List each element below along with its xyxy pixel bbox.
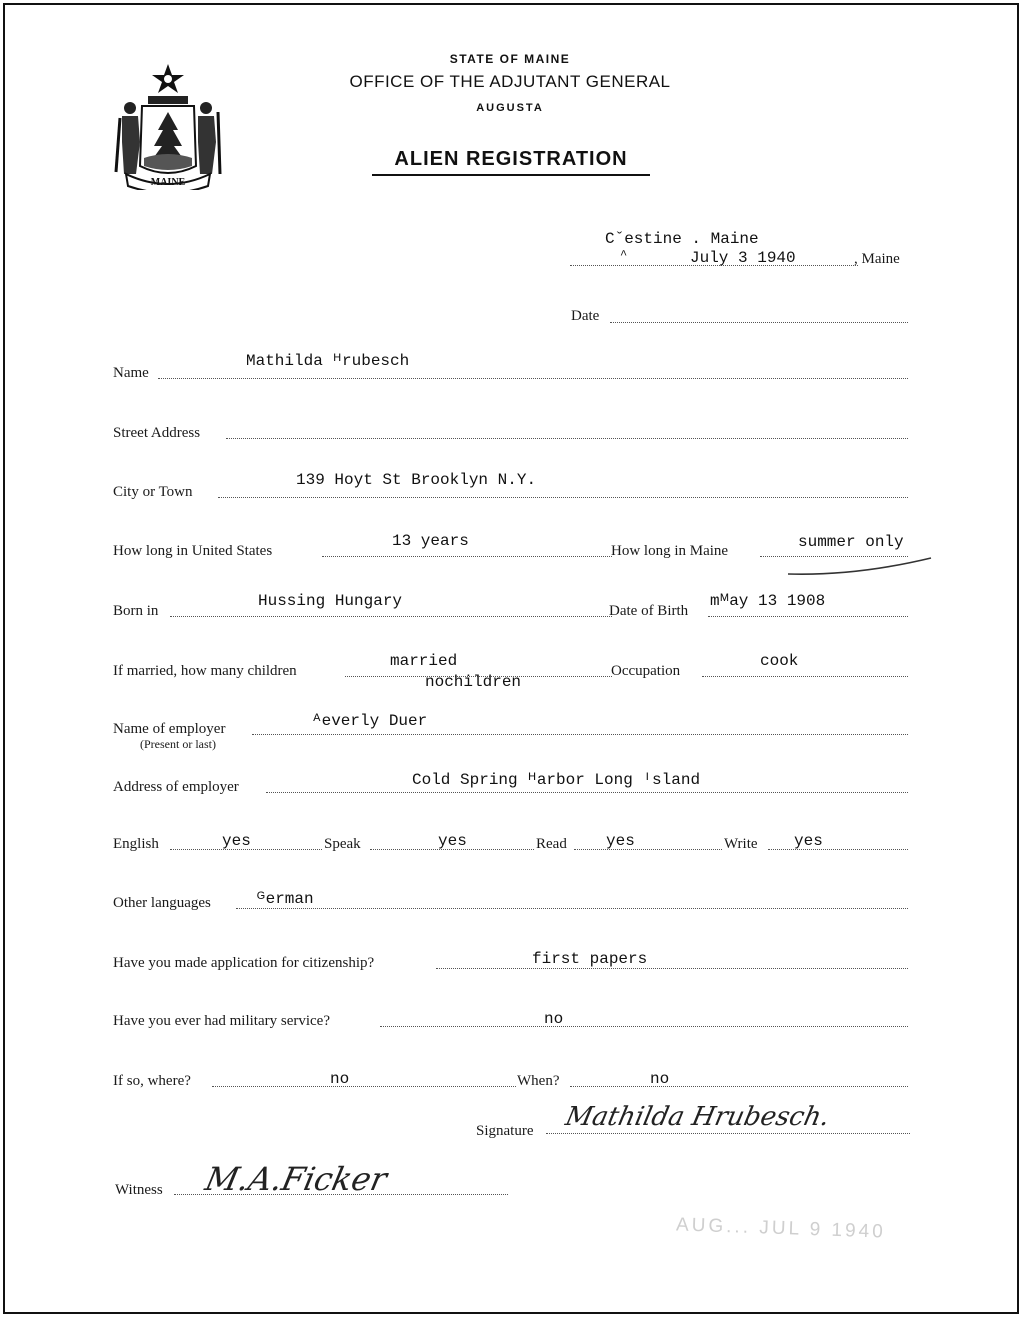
where-value: no [330,1070,350,1088]
place-caret: ^ [620,248,628,262]
citizenship-label: Have you made application for citizenship? [113,955,375,971]
english-label: English [113,836,159,852]
read-label: Read [536,836,567,852]
born-line [170,616,612,617]
occupation-value: cook [760,652,799,670]
place-town-typed: Cˇestine . Maine [605,230,759,248]
married-value-2: nochildren [425,673,522,691]
read-line [574,849,722,850]
name-label: Name [113,365,149,381]
header-city: AUGUSTA [476,102,544,114]
date-line [610,322,908,323]
dob-line [708,616,908,617]
form-title: ALIEN REGISTRATION [372,148,650,176]
city-value: 139 Hoyt St Brooklyn N.Y. [296,471,537,489]
city-label: City or Town [113,484,193,500]
other-lang-value: ᴳerman [256,890,314,908]
signature-label: Signature [476,1123,534,1139]
write-label: Write [724,836,758,852]
english-value: yes [222,832,251,850]
married-value-1: married [390,652,458,670]
when-label: When? [517,1073,560,1089]
employer-line [252,734,908,735]
occupation-label: Occupation [611,663,681,679]
citizenship-line [436,968,908,969]
employer-label: Name of employer [113,721,226,737]
street-line [226,438,908,439]
witness-handwriting: M.A.Ficker [201,1160,391,1198]
dob-value: mᴹay 13 1908 [710,592,826,610]
dob-label: Date of Birth [609,603,689,619]
name-line [158,378,908,379]
other-lang-line [236,908,908,909]
witness-label: Witness [115,1182,163,1198]
place-date-typed: July 3 1940 [690,249,796,267]
when-value: no [650,1070,670,1088]
read-value: yes [606,832,635,850]
page-border [3,3,1019,1314]
employer-address-line [266,792,908,793]
how-long-maine-label: How long in Maine [611,543,729,559]
signature-handwriting: Mathilda Hrubesch. [562,1102,833,1132]
state-of-maine-seal-icon [112,62,224,190]
military-value: no [544,1010,564,1028]
where-label: If so, where? [113,1073,191,1089]
employer-address-label: Address of employer [113,779,239,795]
header-state: STATE OF MAINE [449,52,571,66]
employer-value: ᴬeverly Duer [312,712,428,730]
military-line [380,1026,908,1027]
underline-swoosh [786,556,936,580]
date-label: Date [571,308,600,324]
name-value: Mathilda ᴴrubesch [246,352,410,370]
signature-line [546,1133,910,1134]
citizenship-value: first papers [532,950,648,968]
how-long-us-line [322,556,612,557]
how-long-us-label: How long in United States [113,543,273,559]
street-label: Street Address [113,425,201,441]
city-line [218,497,908,498]
born-label: Born in [113,603,159,619]
write-value: yes [794,832,823,850]
how-long-us-value: 13 years [392,532,469,550]
other-lang-label: Other languages [113,895,211,911]
speak-label: Speak [324,836,361,852]
when-line [570,1086,908,1087]
how-long-maine-value: summer only [798,533,904,551]
occupation-line [702,676,908,677]
born-value: Hussing Hungary [258,592,403,610]
where-line [212,1086,516,1087]
place-maine-label: , Maine [854,251,900,267]
married-label: If married, how many children [113,663,297,679]
employer-address-value: Cold Spring ᴴarbor Long ᴵsland [412,771,701,789]
header-office: OFFICE OF THE ADJUTANT GENERAL [349,72,671,91]
employer-note: (Present or last) [140,737,216,751]
received-stamp: AUG... JUL 9 1940 [675,1214,887,1243]
military-label: Have you ever had military service? [113,1013,330,1029]
seal-banner-text: MAINE [150,177,186,188]
write-line [768,849,908,850]
speak-value: yes [438,832,467,850]
